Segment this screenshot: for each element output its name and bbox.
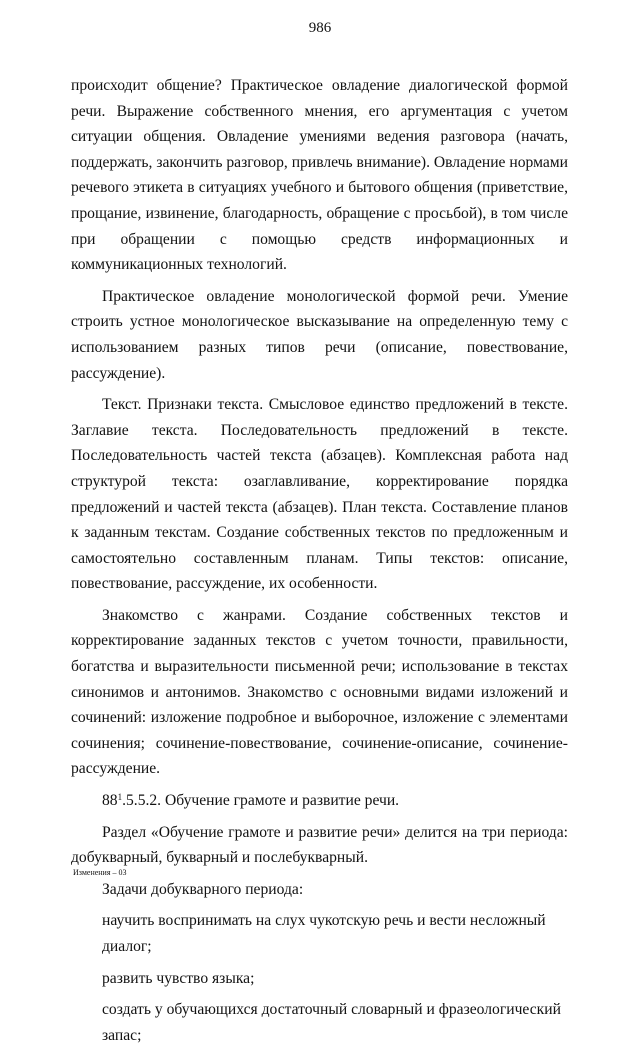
section-number-superscript: 1	[117, 792, 123, 803]
section-number-rest: .5.5.2.	[122, 792, 162, 810]
paragraph-monologue: Практическое овладение монологической формой речи. Умение строить устное монологическое высказывание на определенную тему с использованием разных типов речи (описание, повествование, рассуждение).	[71, 287, 568, 382]
section-title: Обучение грамоте и развитие речи.	[161, 792, 400, 810]
paragraph-genres: Знакомство с жанрами. Создание собственных текстов и корректирование заданных текстов с учетом точности, правильности, богатства и выразительности письменной речи; использование в текстах синонимов и антонимов. Знакомство с основными видами изложений и сочинений: изложение подробное и выборочное, изложение с элементами сочинения; сочинение-повествование, сочинение-описание, сочинение-рассуждение.	[71, 606, 568, 778]
page-footer: Изменения – 03	[73, 868, 127, 877]
paragraph-dialogue: происходит общение? Практическое овладение диалогической формой речи. Выражение собственного мнения, его аргументация с учетом ситуации общения. Овладение умениями ведения разговора (начать, поддержать, закончить разговор, привлечь внимание). Овладение нормами речевого этикета в ситуациях учебного и бытового общения (приветствие, прощание, извинение, благодарность, обращение с просьбой), в том числе при обращении с помощью средств информационных и коммуникационных технологий.	[71, 77, 568, 274]
task-item: создать у обучающихся достаточный словарный и фразеологический запас;	[102, 1001, 561, 1044]
task-item: научить воспринимать на слух чукотскую речь и вести несложный диалог;	[102, 912, 546, 955]
paragraph-text: Текст. Признаки текста. Смысловое единство предложений в тексте. Заглавие текста. Последовательность предложений в тексте. Последовательность частей текста (абзацев). Комплексная работа над структурой текста: озаглавливание, корректирование порядка предложений и частей текста (абзацев). План текста. Составление планов к заданным текстам. Создание собственных текстов по предложенным и самостоятельно составленным планам. Типы текстов: описание, повествование, рассуждение, их особенности.	[71, 396, 568, 593]
section-heading	[71, 788, 568, 814]
task-item: развить чувство языка;	[102, 969, 255, 987]
tasks-heading: Задачи добукварного периода:	[102, 880, 304, 898]
paragraph-section-intro: Раздел «Обучение грамоте и развитие речи» делится на три периода: добукварный, букварный и послебукварный.	[71, 823, 568, 867]
section-number-base: 88	[102, 792, 118, 810]
page-number: 986	[308, 20, 332, 36]
document-body	[71, 73, 568, 1054]
